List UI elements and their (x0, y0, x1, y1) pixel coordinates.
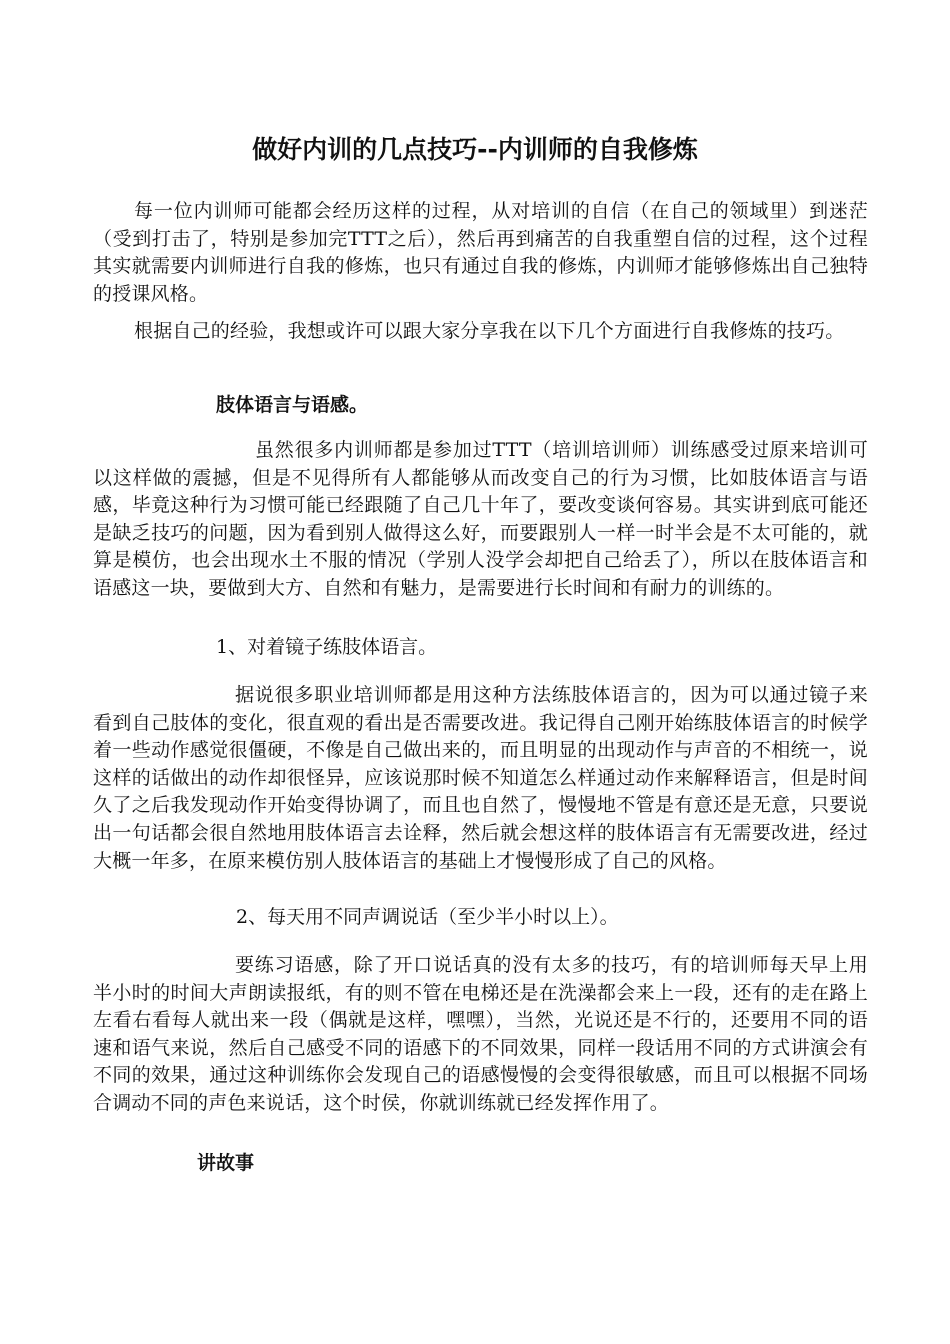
subheading-mirror-practice: 1、对着镜子练肢体语言。 (216, 636, 438, 658)
subheading-voice-practice: 2、每天用不同声调说话（至少半小时以上）。 (236, 906, 619, 928)
intro-paragraph-2: 根据自己的经验，我想或许可以跟大家分享我在以下几个方面进行自我修炼的技巧。 (134, 320, 845, 342)
voice-practice-paragraph: 要练习语感，除了开口说话真的没有太多的技巧，有的培训师每天早上用半小时的时间大声朗读报纸，有的则不管在电梯还是在洗澡都会来上一段，还有的走在路上左看右看每人就出来一段（偶就是这样，嘿嘿），当然，光说还是不行的，还要用不同的语速和语气来说，然后自己感受不同的语感下的不同效果，同样一段话用不同的方式讲演会有不同的效果，通过这种训练你会发现自己的语感慢慢的会变得很敏感，而且可以根据不同场合调动不同的声色来说话，这个时侯，你就训练就已经发挥作用了。 (93, 954, 868, 1114)
section-heading-body-language: 肢体语言与语感。 (216, 394, 369, 416)
mirror-practice-paragraph: 据说很多职业培训师都是用这种方法练肢体语言的，因为可以通过镜子来看到自己肢体的变化，很直观的看出是否需要改进。我记得自己刚开始练肢体语言的时候学着一些动作感觉很僵硬，不像是自己做出来的，而且明显的出现动作与声音的不相统一，说这样的话做出的动作却很怪异，应该说那时候不知道怎么样通过动作来解释语言，但是时间久了之后我发现动作开始变得协调了，而且也自然了，慢慢地不管是有意还是无意，只要说出一句话都会很自然地用肢体语言去诠释，然后就会想这样的肢体语言有无需要改进，经过大概一年多，在原来模仿别人肢体语言的基础上才慢慢形成了自己的风格。 (93, 684, 868, 872)
section-heading-storytelling: 讲故事 (197, 1152, 255, 1174)
intro-paragraph-1: 每一位内训师可能都会经历这样的过程，从对培训的自信（在自己的领域里）到迷茫（受到打击了，特别是参加完TTT之后），然后再到痛苦的自我重塑自信的过程，这个过程其实就需要内训师进行自我的修炼，也只有通过自我的修炼，内训师才能够修炼出自己独特的授课风格。 (93, 200, 868, 305)
document-title: 做好内训的几点技巧--内训师的自我修炼 (252, 135, 698, 164)
section-body-language-paragraph: 虽然很多内训师都是参加过TTT（培训培训师）训练感受过原来培训可以这样做的震撼，但是不见得所有人都能够从而改变自己的行为习惯，比如肢体语言与语感，毕竟这种行为习惯可能已经跟随了自己几十年了，要改变谈何容易。其实讲到底可能还是缺乏技巧的问题，因为看到别人做得这么好，而要跟别人一样一时半会是不太可能的，就算是模仿，也会出现水土不服的情况（学别人没学会却把自己给丢了），所以在肢体语言和语感这一块，要做到大方、自然和有魅力，是需要进行长时间和有耐力的训练的。 (93, 439, 868, 599)
